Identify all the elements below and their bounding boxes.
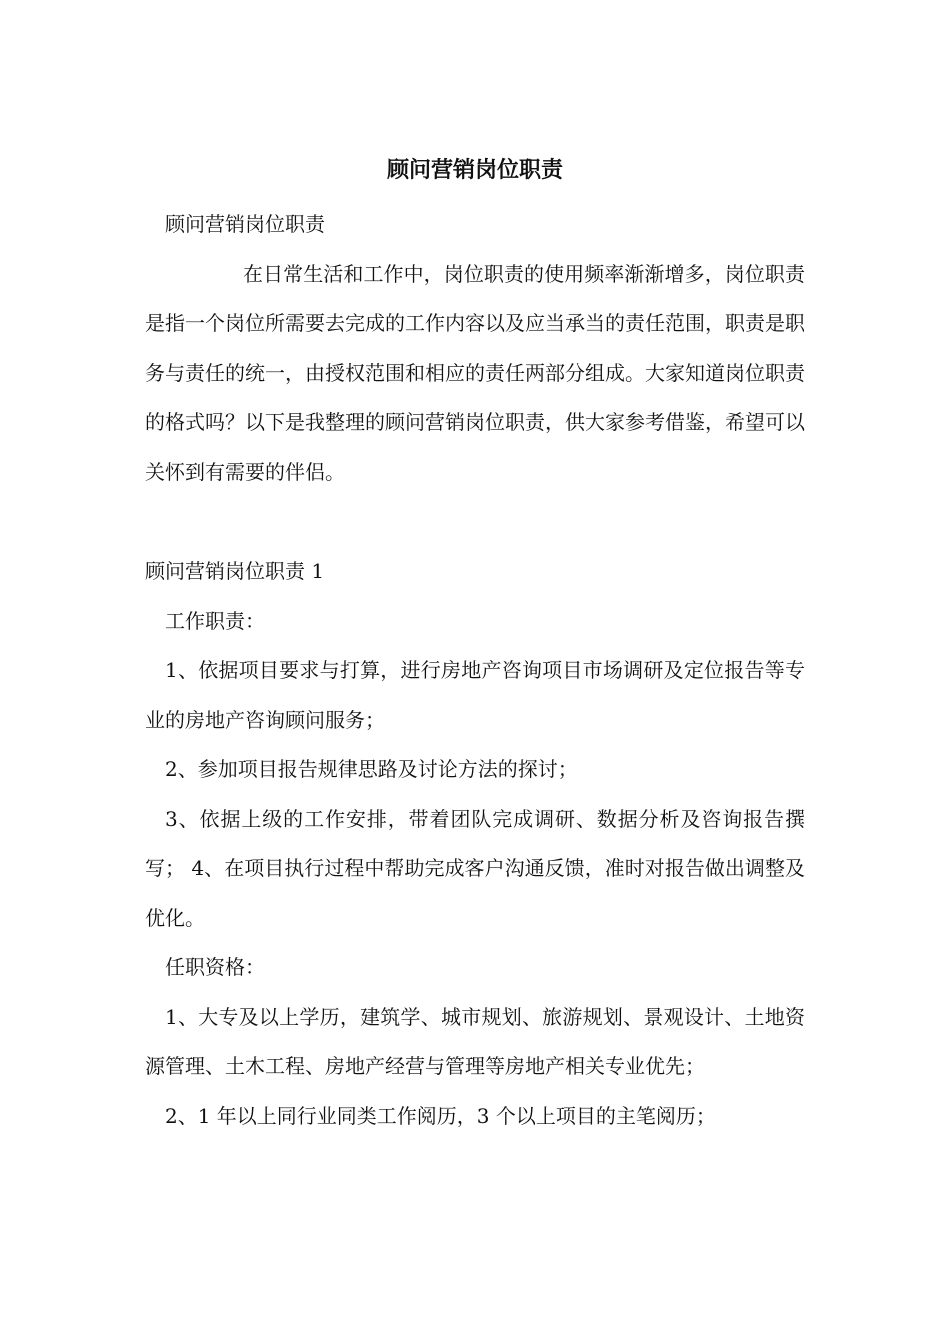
intro-paragraph: 在日常生活和工作中，岗位职责的使用频率渐渐增多，岗位职责是指一个岗位所需要去完成的工作内容以及应当承当的责任范围，职责是职务与责任的统一，由授权范围和相应的责任两部分组成。大家知道岗位职责的格式吗？以下是我整理的顾问营销岗位职责，供大家参考借鉴，希望可以关怀到有需要的伴侣。 <box>145 261 805 484</box>
document-subtitle: 顾问营销岗位职责 <box>165 212 325 236</box>
section-heading: 顾问营销岗位职责 1 <box>145 559 325 583</box>
qualifications-label: 任职资格： <box>165 955 265 979</box>
paragraph-spacer <box>145 497 805 547</box>
qualification-item-1: 1、大专及以上学历，建筑学、城市规划、旅游规划、景观设计、土地资源管理、土木工程、房地产经营与管理等房地产相关专业优先； <box>145 1004 805 1078</box>
document-title: 顾问营销岗位职责 <box>386 157 563 183</box>
qualification-item-2: 2、1 年以上同行业同类工作阅历，3 个以上项目的主笔阅历； <box>165 1103 716 1128</box>
duty-item-3: 3、依据上级的工作安排，带着团队完成调研、数据分析及咨询报告撰写； 4、在项目执行过程中帮助完成客户沟通反馈，准时对报告做出调整及优化。 <box>145 806 805 930</box>
document-body <box>145 150 805 1141</box>
duty-item-1: 1、依据项目要求与打算，进行房地产咨询项目市场调研及定位报告等专业的房地产咨询顾问服务； <box>145 658 805 732</box>
duty-item-2: 2、参加项目报告规律思路及讨论方法的探讨； <box>165 757 578 781</box>
duties-label: 工作职责： <box>165 608 265 633</box>
